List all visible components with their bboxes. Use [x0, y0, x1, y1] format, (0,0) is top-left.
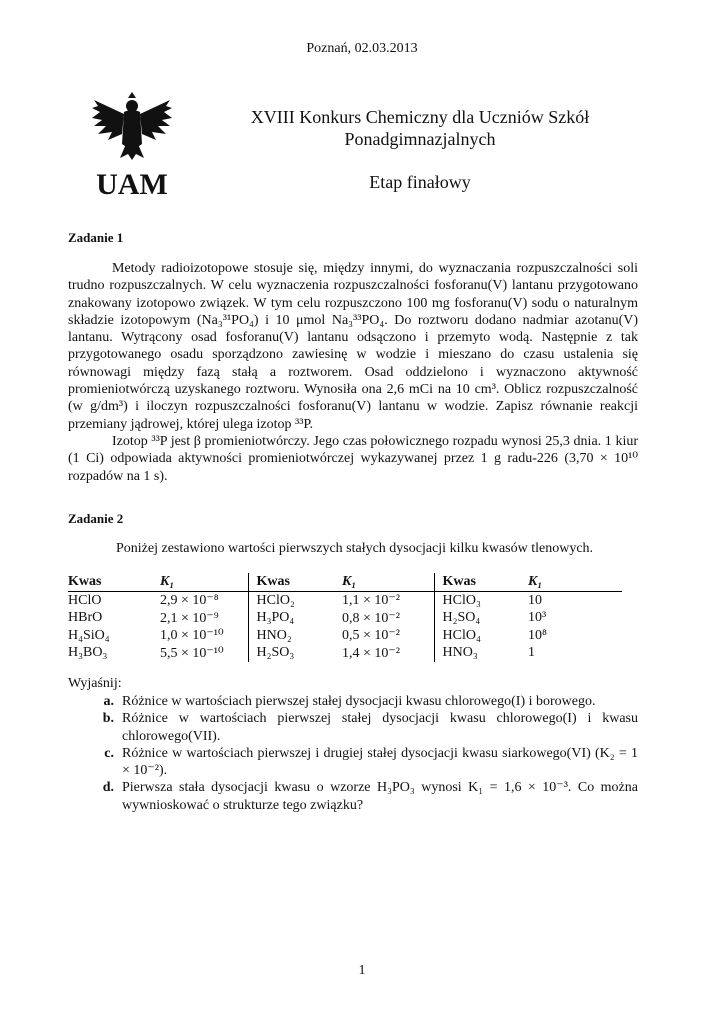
table-row	[68, 627, 622, 645]
col-header-acid: Kwas	[248, 573, 342, 592]
table-cell: 2,1 × 10⁻⁹	[160, 610, 219, 626]
table-row	[68, 592, 622, 610]
table-cell: 10³	[528, 610, 547, 626]
question-text: Różnice w wartościach pierwszej stałej dysocjacji kwasu chlorowego(I) i kwasu chlorowego(VII).	[122, 711, 638, 744]
logo-lettering: UAM	[96, 168, 168, 200]
explain-label: Wyjaśnij:	[68, 676, 122, 691]
page-subtitle: Etap finałowy	[369, 172, 471, 192]
table-cell: 0,8 × 10⁻²	[342, 610, 400, 626]
table-row	[68, 645, 622, 663]
table-cell: HNO₃	[434, 645, 528, 663]
title-line-1: XVIII Konkurs Chemiczny dla Uczniów Szkół	[250, 107, 590, 127]
table-cell: 1	[528, 645, 535, 661]
col-header-k1: K₁	[342, 573, 434, 592]
table-cell: HNO₂	[248, 627, 342, 645]
col-header-k1: K₁	[528, 573, 622, 592]
table-cell: H₂SO₄	[434, 610, 528, 628]
table-cell: H₂SO₃	[248, 645, 342, 663]
eagle-emblem-icon	[92, 92, 172, 160]
question-text: Pierwsza stała dysocjacji kwasu o wzorze H₃PO₃ wynosi K₁ = 1,6 × 10⁻³. Co można wywnioskować o strukturze tego związku?	[122, 780, 638, 813]
table-cell: 1,1 × 10⁻²	[342, 593, 400, 609]
col-header-acid: Kwas	[434, 573, 528, 592]
list-item	[68, 693, 638, 710]
table-cell: 1,4 × 10⁻²	[342, 645, 400, 661]
table-cell: 5,5 × 10⁻¹⁰	[160, 645, 224, 661]
title-line-2: Ponadgimnazjalnych	[344, 129, 496, 149]
table-cell: 1,0 × 10⁻¹⁰	[160, 628, 224, 644]
dissociation-constants-table	[68, 573, 622, 662]
question-list	[68, 693, 638, 814]
question-label: d.	[102, 780, 114, 796]
document-date: Poznań, 02.03.2013	[306, 41, 418, 56]
table-cell: H₄SiO₄	[68, 627, 110, 643]
table-cell: 0,5 × 10⁻²	[342, 628, 400, 644]
task2-intro: Poniżej zestawiono wartości pierwszych stałych dysocjacji kilku kwasów tlenowych.	[116, 541, 594, 556]
task1-paragraph-1: Metody radioizotopowe stosuje się, między innymi, do wyznaczania rozpuszczalności soli trudno rozpuszczalnych. W celu wyznaczenia rozpuszczalności fosforanu(V) lantanu przygotowano znakowany izotopowo związek. W tym celu rozpuszczono 100 mg fosforanu(V) sodu o naturalnym składzie izotopowym (Na₃³¹PO₄) i 10 μmol Na₃³³PO₄. Do roztworu dodano nadmiar azotanu(V) lantanu. Wytrącony osad fosforanu(V) lantanu odsączono i przemyto wodą. Następnie z tak przygotowanego osadu sporządzono zawiesinę w wodzie i mieszano do czasu ustalenia się równowagi między fazą stałą a roztworem. Osad oddzielono i wyznaczono aktywność promieniotwórczą uzyskanego roztworu. Wynosiła ona 2,6 mCi na 10 cm³. Oblicz rozpuszczalność (w g/dm³) i iloczyn rozpuszczalności fosforanu(V) lantanu w wodzie. Zapisz równanie reakcji przemiany jądrowej, której ulega izotop ³³P.	[68, 261, 638, 432]
table-cell: 10	[528, 592, 542, 608]
list-item	[68, 779, 638, 814]
list-item	[68, 710, 638, 745]
table-cell: H₃PO₄	[248, 610, 342, 628]
question-label: a.	[103, 694, 114, 709]
question-label: c.	[104, 745, 114, 761]
table-cell: HClO₂	[248, 592, 342, 610]
page-number: 1	[358, 963, 366, 978]
table-cell: HClO₃	[434, 592, 528, 610]
table-cell: HClO	[68, 592, 102, 608]
table-cell: HBrO	[68, 610, 103, 626]
table-cell: H₃BO₃	[68, 645, 108, 661]
question-label: b.	[102, 711, 114, 727]
table-cell: HClO₄	[434, 627, 528, 645]
list-item	[68, 745, 638, 780]
question-text: Różnice w wartościach pierwszej i drugiej stałej dysocjacji kwasu siarkowego(VI) (K₂ = 1 × 10⁻²).	[122, 745, 638, 779]
question-text: Różnice w wartościach pierwszej stałej dysocjacji kwasu chlorowego(I) i borowego.	[122, 694, 596, 709]
task1-heading: Zadanie 1	[68, 230, 124, 245]
task1-paragraph-2: Izotop ³³P jest β promieniotwórczy. Jego czas połowicznego rozpadu wynosi 25,3 dnia. 1 kiur (1 Ci) odpowiada aktywności promieniotwórczej wykazywanej przez 1 g radu-226 (3,70 × 10¹⁰ rozpadów na 1 s).	[68, 433, 638, 484]
table-cell: 2,9 × 10⁻⁸	[160, 593, 219, 609]
page-title	[200, 106, 640, 150]
table-cell: 10⁸	[528, 627, 547, 643]
table-header-row	[68, 573, 622, 592]
task1-body	[68, 260, 638, 485]
table-row	[68, 610, 622, 628]
col-header-acid: Kwas	[68, 573, 160, 592]
uam-eagle-logo	[88, 92, 176, 200]
col-header-k1: K₁	[160, 573, 248, 592]
task2-heading: Zadanie 2	[68, 511, 124, 526]
